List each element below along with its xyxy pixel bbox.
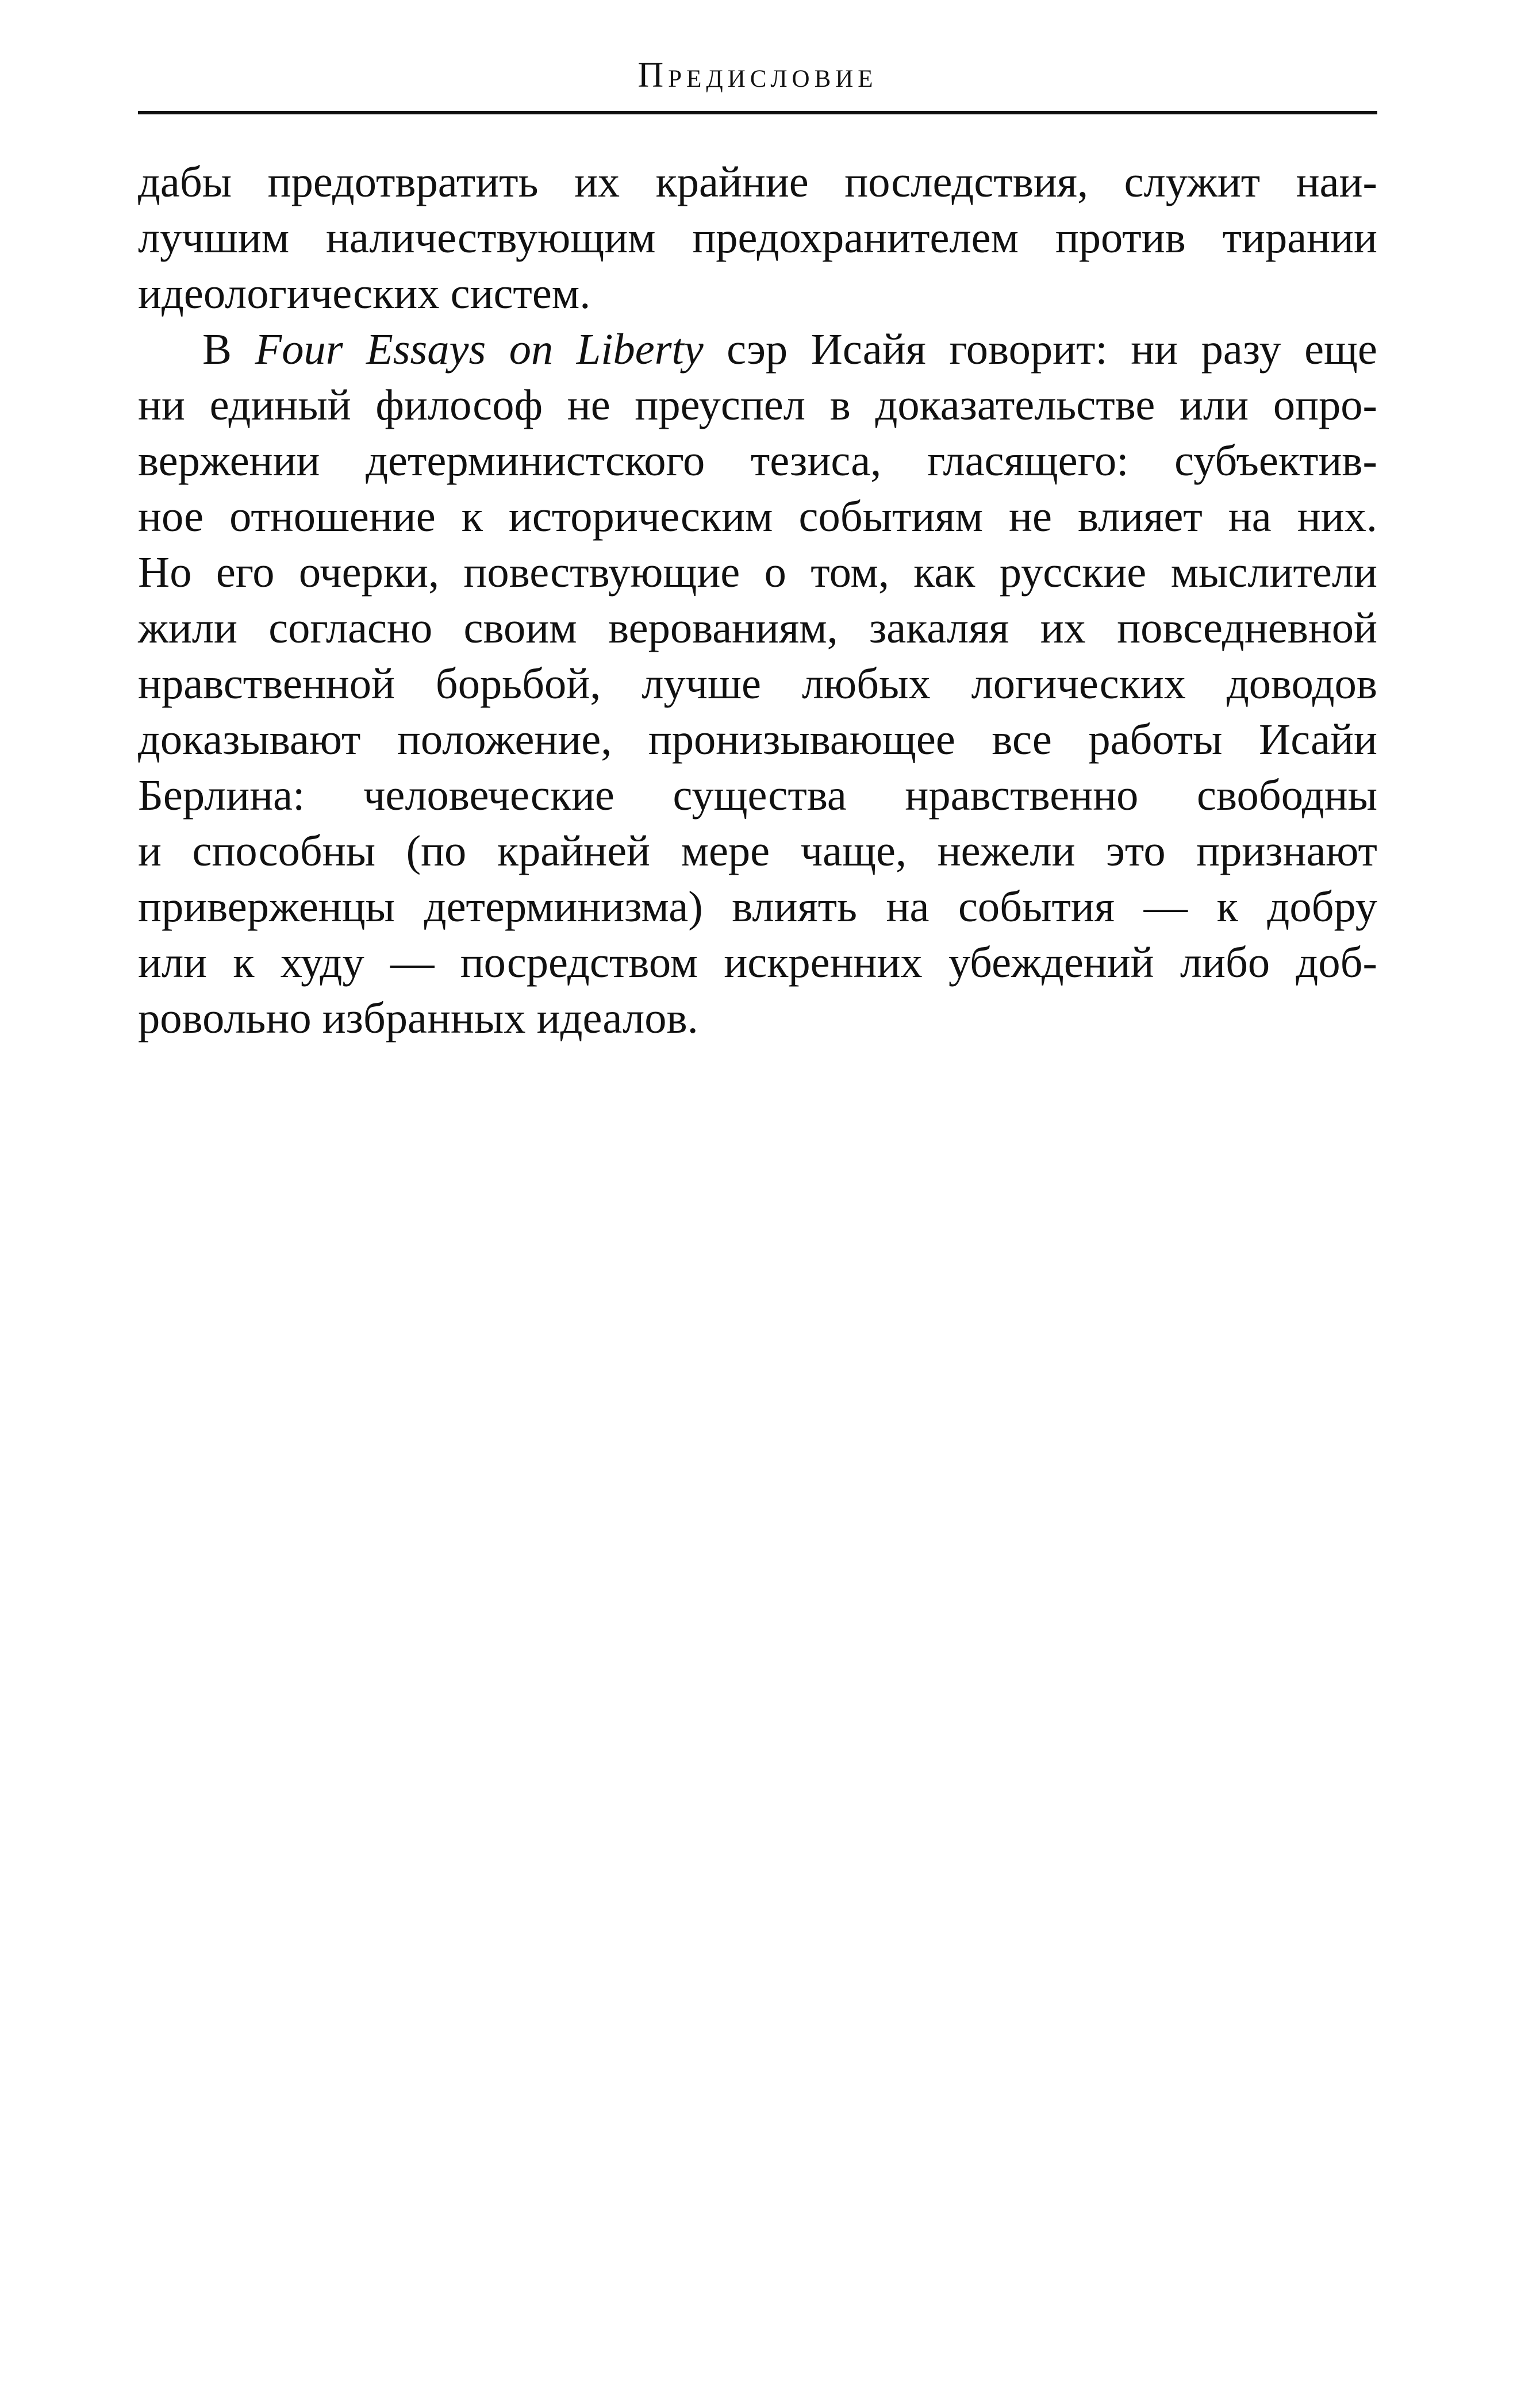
text-line: Но его очерки, повествующие о том, как русские мыслители	[138, 548, 1377, 597]
text-fragment: сэр Исайя говорит: ни разу еще	[703, 325, 1377, 374]
text-line: нравственной борьбой, лучше любых логических доводов	[138, 659, 1377, 708]
text-line: доказывают положение, пронизывающее все работы Исайи	[138, 715, 1377, 764]
book-title-italic: Four Essays on Liberty	[255, 325, 704, 374]
text-line: Берлина: человеческие существа нравственно свободны	[138, 771, 1377, 820]
paragraph-2	[138, 321, 1377, 1046]
text-line: и способны (по крайней мере чаще, нежели это признают	[138, 826, 1377, 875]
text-line: идеологических систем.	[138, 269, 591, 318]
text-line: ное отношение к историческим событиям не влияет на них.	[138, 492, 1377, 541]
text-line-first	[138, 321, 1377, 377]
text-line: вержении детерминистского тезиса, гласящего: субъектив-	[138, 436, 1377, 485]
text-line: приверженцы детерминизма) влиять на события — к добру	[138, 882, 1377, 931]
text-line: ни единый философ не преуспел в доказательстве или опро-	[138, 380, 1377, 429]
running-head: Предисловие	[637, 56, 878, 95]
text-fragment: В	[202, 325, 255, 374]
text-line: или к худу — посредством искренних убеждений либо доб-	[138, 938, 1377, 987]
header-rule	[138, 111, 1377, 114]
text-line: жили согласно своим верованиям, закаляя их повседневной	[138, 603, 1377, 652]
body-text	[138, 154, 1377, 1046]
text-line: ровольно избранных идеалов.	[138, 994, 698, 1043]
text-line: лучшим наличествующим предохранителем против тирании	[138, 213, 1377, 262]
text-line: дабы предотвратить их крайние последствия, служит наи-	[138, 157, 1377, 206]
paragraph-1	[138, 154, 1377, 321]
